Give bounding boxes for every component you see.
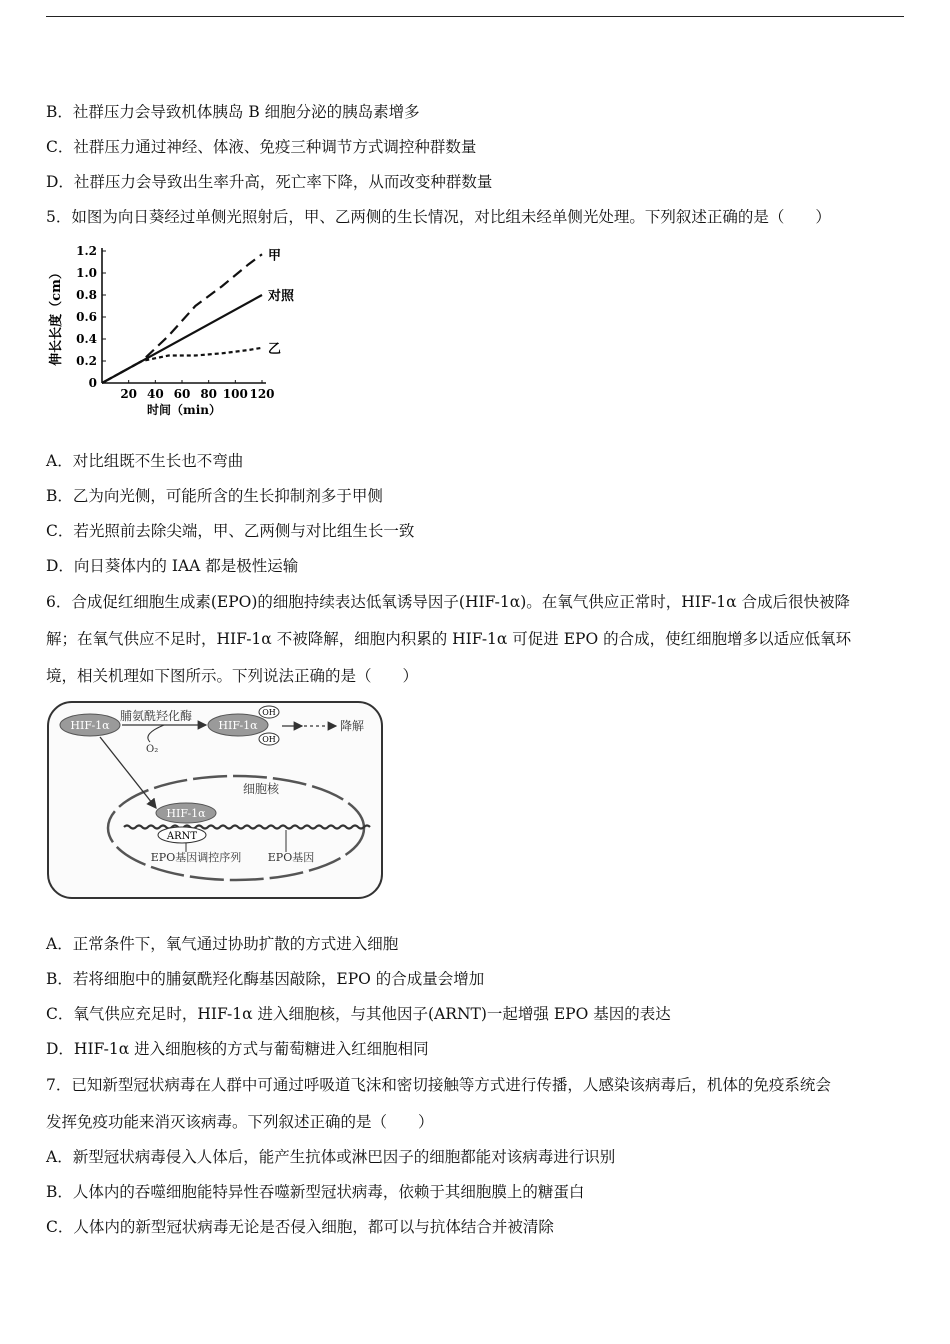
x-tick-label: 60 [173,387,191,401]
hif-diagram-svg [46,700,386,900]
q6-option-b: B．若将细胞中的脯氨酰羟化酶基因敲除，EPO 的合成量会增加 [46,970,485,988]
x-tick-label: 20 [120,387,138,401]
q6-stem-line3: 境，相关机理如下图所示。下列说法正确的是（ ） [46,667,419,685]
hif-label-nucleus: HIF-1α [166,807,206,820]
q6-option-d: D．HIF-1α 进入细胞核的方式与葡萄糖进入红细胞相同 [46,1040,429,1058]
oh-label-top: OH [262,708,276,717]
series-label: 甲 [268,248,282,264]
header-rule [46,16,904,17]
y-axis-label: 伸长长度（cm） [49,266,64,366]
enzyme-label: 脯氨酰羟化酶 [120,709,193,723]
y-tick-label: 0 [88,376,97,390]
series-line-对照 [102,295,262,383]
epo-gene-label: EPO基因 [267,851,315,864]
y-tick-label: 0.8 [76,288,97,302]
hif-mechanism-diagram [46,700,386,900]
y-tick-label: 0.4 [76,332,97,346]
growth-chart [46,236,316,426]
y-tick-label: 0.2 [76,354,97,368]
epo-regulatory-label: EPO基因调控序列 [150,851,242,864]
q5-option-d: D．向日葵体内的 IAA 都是极性运输 [46,557,299,575]
y-tick-label: 1.0 [76,266,97,280]
q7-option-b: B．人体内的吞噬细胞能特异性吞噬新型冠状病毒，依赖于其细胞膜上的糖蛋白 [46,1183,585,1201]
hif-label-hydroxylated: HIF-1α [218,719,258,732]
hif-label-cytoplasm: HIF-1α [70,719,110,732]
q7-option-a: A．新型冠状病毒侵入人体后，能产生抗体或淋巴因子的细胞都能对该病毒进行识别 [46,1148,616,1166]
y-tick-label: 1.2 [76,244,97,258]
q7-stem-line2: 发挥免疫功能来消灭该病毒。下列叙述正确的是（ ） [46,1113,434,1131]
x-tick-label: 40 [146,387,164,401]
q6-stem-line2: 解；在氧气供应不足时，HIF-1α 不被降解，细胞内积累的 HIF-1α 可促进 EPO 的合成，使红细胞增多以适应低氧环 [46,630,852,648]
q4-option-b: B．社群压力会导致机体胰岛 B 细胞分泌的胰岛素增多 [46,103,420,121]
series-line-甲 [102,254,262,383]
nucleus-label: 细胞核 [242,782,280,796]
q4-option-d: D．社群压力会导致出生率升高，死亡率下降，从而改变种群数量 [46,173,493,191]
q5-option-b: B．乙为向光侧，可能所含的生长抑制剂多于甲侧 [46,487,383,505]
q5-option-c: C．若光照前去除尖端，甲、乙两侧与对比组生长一致 [46,522,415,540]
q6-stem-line1: 6．合成促红细胞生成素(EPO)的细胞持续表达低氧诱导因子(HIF-1α)。在氧气供应正常时，HIF-1α 合成后很快被降 [46,593,850,611]
degrade-label: 降解 [340,719,365,733]
series-label: 对照 [268,289,295,304]
q7-stem-line1: 7．已知新型冠状病毒在人群中可通过呼吸道飞沫和密切接触等方式进行传播，人感染该病毒后，机体的免疫系统会 [46,1076,831,1094]
y-tick-label: 0.6 [76,310,97,324]
q4-option-c: C．社群压力通过神经、体液、免疫三种调节方式调控种群数量 [46,138,477,156]
series-line-乙 [102,348,262,383]
o2-label: O₂ [146,744,159,755]
oh-label-bottom: OH [262,735,276,744]
q5-stem: 5．如图为向日葵经过单侧光照射后，甲、乙两侧的生长情况，对比组未经单侧光处理。下列叙述正确的是（ ） [46,208,831,226]
x-tick-label: 100 [222,387,248,401]
x-tick-label: 80 [200,387,218,401]
q5-option-a: A．对比组既不生长也不弯曲 [46,452,244,470]
q6-option-c: C．氧气供应充足时，HIF-1α 进入细胞核，与其他因子(ARNT)一起增强 EPO 基因的表达 [46,1005,671,1023]
q6-option-a: A．正常条件下，氧气通过协助扩散的方式进入细胞 [46,935,399,953]
arnt-label: ARNT [166,831,198,842]
growth-chart-svg [46,236,316,426]
x-tick-label: 120 [249,387,275,401]
x-axis-label: 时间（min） [147,403,221,417]
q7-option-c: C．人体内的新型冠状病毒无论是否侵入细胞，都可以与抗体结合并被清除 [46,1218,554,1236]
series-label: 乙 [268,341,282,357]
